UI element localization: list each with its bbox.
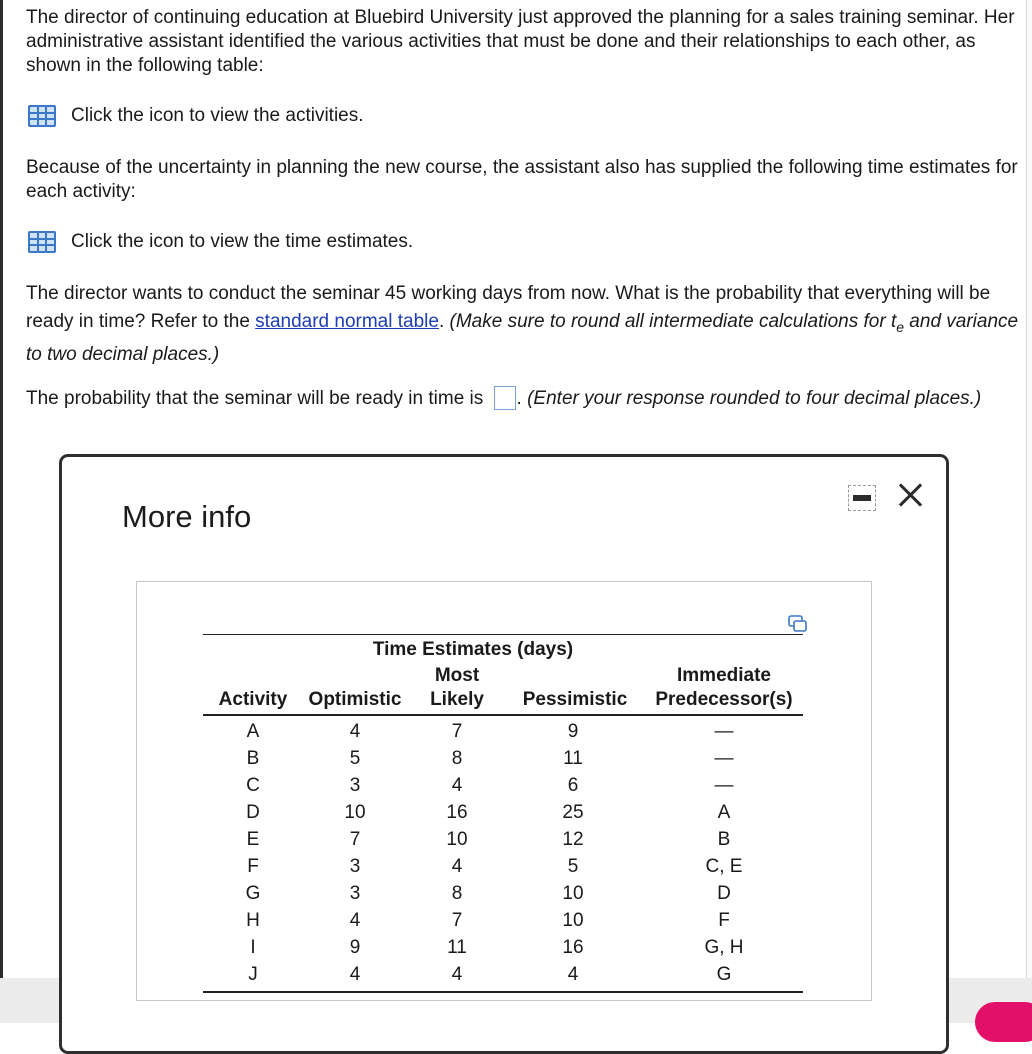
cell-pessimistic: 12 [562, 829, 584, 850]
time-estimates-link[interactable] [26, 230, 413, 254]
table-bottom-rule [203, 991, 803, 993]
standard-normal-table-link[interactable]: standard normal table [255, 311, 439, 332]
cell-pessimistic: 4 [567, 964, 579, 985]
director-text [26, 282, 1022, 370]
answer-period: . [516, 388, 528, 409]
cell-most-likely: 8 [451, 883, 463, 904]
action-button[interactable] [975, 1002, 1032, 1042]
answer-hint: (Enter your response rounded to four decimal places.) [527, 388, 982, 409]
cell-most-likely: 16 [446, 802, 468, 823]
answer-line [26, 386, 1022, 411]
cell-activity: E [246, 829, 260, 850]
cell-optimistic: 7 [349, 829, 361, 850]
header-activity: Activity [218, 689, 288, 710]
table-body [203, 718, 803, 988]
uncertainty-text: Because of the uncertainty in planning the new course, the assistant also has supplied the following time estimates for each activity: [26, 157, 1018, 202]
table-panel [136, 581, 872, 1001]
cell-optimistic: 5 [349, 748, 361, 769]
cell-activity: G [245, 883, 261, 904]
cell-optimistic: 4 [349, 721, 361, 742]
cell-pessimistic: 6 [567, 775, 579, 796]
cell-optimistic: 3 [349, 856, 361, 877]
cell-activity: F [247, 856, 259, 877]
table-header-rule [203, 714, 803, 716]
rounding-instruction-end: and variance to two decimal places.) [26, 311, 1019, 365]
cell-optimistic: 4 [349, 910, 361, 931]
table-row [203, 799, 803, 826]
cell-pessimistic: 16 [562, 937, 584, 958]
cell-activity: H [246, 910, 260, 931]
minimize-icon[interactable] [853, 495, 871, 501]
activities-link-text[interactable]: Click the icon to view the activities. [71, 105, 364, 126]
cell-optimistic: 3 [349, 883, 361, 904]
rounding-instruction: (Make sure to round all intermediate calculations for t [449, 311, 897, 332]
cell-predecessor: — [714, 748, 734, 769]
table-row [203, 826, 803, 853]
answer-input[interactable] [494, 386, 516, 410]
cell-predecessor: G [716, 964, 732, 985]
cell-activity: J [248, 964, 258, 985]
cell-optimistic: 3 [349, 775, 361, 796]
cell-optimistic: 10 [344, 802, 366, 823]
scrollbar[interactable] [1026, 0, 1032, 980]
cell-most-likely: 7 [451, 721, 463, 742]
cell-most-likely: 7 [451, 910, 463, 931]
table-row [203, 934, 803, 961]
cell-predecessor: — [714, 775, 734, 796]
cell-activity: D [246, 802, 260, 823]
table-row [203, 880, 803, 907]
intro-text: The director of continuing education at Bluebird University just approved the planning for a sales training seminar. Her administrative assistant identified the various activities that must be done and their relationships to each other, as shown in the following table: [26, 7, 1015, 76]
cell-pessimistic: 5 [567, 856, 579, 877]
table-row [203, 745, 803, 772]
dialog-title: More info [122, 499, 252, 534]
minimize-button[interactable] [848, 485, 876, 511]
cell-predecessor: — [714, 721, 734, 742]
cell-pessimistic: 10 [562, 883, 584, 904]
header-predecessors: Immediate Predecessor(s) [655, 665, 793, 710]
left-border [0, 0, 3, 1023]
cell-predecessor: C, E [705, 856, 743, 877]
table-row [203, 853, 803, 880]
cell-activity: A [246, 721, 260, 742]
subscript-e: e [896, 319, 905, 335]
table-grid-icon[interactable] [28, 231, 56, 253]
cell-pessimistic: 9 [567, 721, 579, 742]
cell-predecessor: D [717, 883, 731, 904]
cell-optimistic: 4 [349, 964, 361, 985]
header-pessimistic: Pessimistic [522, 689, 628, 710]
time-estimates-link-text[interactable]: Click the icon to view the time estimates. [71, 231, 414, 252]
cell-most-likely: 4 [451, 775, 463, 796]
cell-optimistic: 9 [349, 937, 361, 958]
cell-pessimistic: 25 [562, 802, 584, 823]
cell-predecessor: F [718, 910, 730, 931]
cell-pessimistic: 11 [563, 748, 583, 769]
cell-activity: C [246, 775, 260, 796]
table-row [203, 718, 803, 745]
table-top-rule [203, 634, 803, 635]
cell-most-likely: 10 [446, 829, 468, 850]
table-row [203, 772, 803, 799]
cell-activity: B [246, 748, 260, 769]
cell-most-likely: 11 [447, 937, 467, 958]
table-row [203, 907, 803, 934]
header-time-estimates: Time Estimates (days) [372, 639, 574, 660]
close-icon[interactable] [894, 478, 928, 512]
cell-pessimistic: 10 [562, 910, 584, 931]
cell-most-likely: 8 [451, 748, 463, 769]
cell-predecessor: G, H [704, 937, 744, 958]
copy-icon[interactable] [788, 615, 808, 633]
activities-link[interactable] [26, 104, 364, 128]
cell-activity: I [250, 937, 256, 958]
cell-most-likely: 4 [451, 964, 463, 985]
director-text-part2: . [438, 311, 450, 332]
cell-predecessor: A [717, 802, 731, 823]
cell-most-likely: 4 [451, 856, 463, 877]
header-most-likely: Most Likely [430, 665, 484, 710]
table-grid-icon[interactable] [28, 105, 56, 127]
more-info-dialog [59, 454, 949, 1054]
cell-predecessor: B [717, 829, 731, 850]
header-optimistic: Optimistic [308, 689, 402, 710]
director-text-part1: The director wants to conduct the seminar 45 working days from now. What is the probability that everything will be ready in time? Refer to the [26, 283, 991, 332]
table-row [203, 961, 803, 988]
answer-prefix: The probability that the seminar will be ready in time is [26, 388, 489, 409]
